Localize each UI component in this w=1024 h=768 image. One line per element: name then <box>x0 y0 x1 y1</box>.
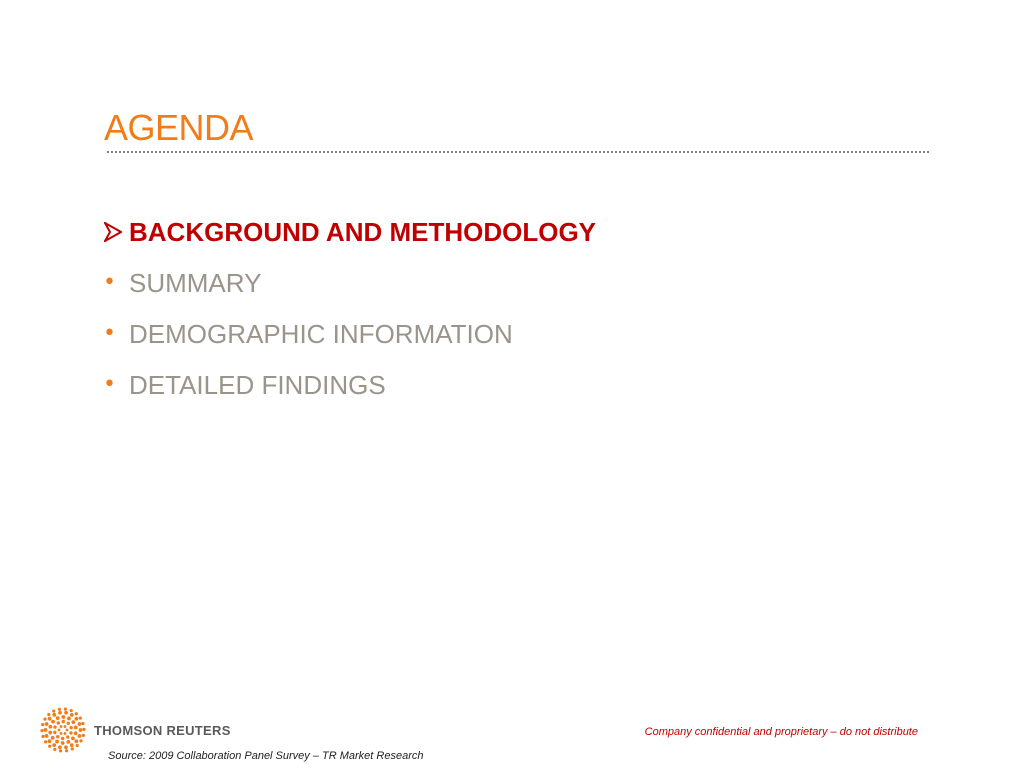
logo-dot <box>44 728 48 732</box>
logo-dot <box>56 716 60 720</box>
logo-dot <box>70 743 74 747</box>
agenda-item-detailed-findings <box>102 359 802 410</box>
logo-dot <box>61 741 65 745</box>
logo-dot <box>52 713 56 717</box>
logo-dot <box>43 718 46 721</box>
logo-dot <box>55 740 59 744</box>
agenda-item-demographic-information <box>102 308 802 359</box>
logo-dot <box>64 708 67 711</box>
logo-dots-icon <box>40 707 86 753</box>
logo-dot <box>51 720 55 724</box>
agenda-item-summary <box>102 257 802 308</box>
title-divider <box>107 151 929 153</box>
slide-title: AGENDA <box>104 107 254 148</box>
logo-dot <box>53 748 56 751</box>
logo-dot <box>60 732 63 735</box>
logo-dot <box>64 732 67 735</box>
logo-dot <box>61 715 65 719</box>
arrow-right-icon <box>102 222 129 242</box>
logo-dot <box>48 739 52 743</box>
logo-dot <box>56 735 59 738</box>
logo-dot <box>66 740 70 744</box>
logo-dot <box>41 723 44 726</box>
logo-dot <box>58 745 62 749</box>
logo-dot <box>82 728 85 731</box>
logo-dot <box>69 731 72 734</box>
agenda-item-label: DEMOGRAPHIC INFORMATION <box>129 318 513 349</box>
logo-dot <box>78 734 82 738</box>
logo-dot <box>53 725 56 728</box>
logo-dot <box>67 717 71 721</box>
logo-dot <box>79 728 83 732</box>
source-note: Source: 2009 Collaboration Panel Survey – TR Market Research <box>108 750 424 762</box>
logo-dot <box>78 722 82 726</box>
logo-dot <box>65 749 68 752</box>
logo-dot <box>57 721 60 724</box>
logo-dot <box>69 726 72 729</box>
logo-dot <box>64 711 68 715</box>
logo-dot <box>59 749 62 752</box>
logo-dot <box>58 711 62 715</box>
logo-dot <box>74 739 78 743</box>
logo-dot <box>75 717 79 721</box>
logo-dot <box>60 725 63 728</box>
logo-dot <box>64 725 67 728</box>
logo-dot <box>41 735 44 738</box>
logo-dot <box>44 740 47 743</box>
logo-dot <box>62 720 65 723</box>
logo-dot <box>81 722 84 725</box>
logo-dot <box>66 729 69 732</box>
logo-dot <box>47 713 50 716</box>
logo-dot <box>58 708 61 711</box>
logo-dot <box>82 734 85 737</box>
logo-dot <box>76 744 79 747</box>
confidential-notice: Company confidential and proprietary – do not distribute <box>644 726 918 738</box>
bullet-icon: • <box>103 320 116 346</box>
agenda-item-label: BACKGROUND AND METHODOLOGY <box>129 216 597 247</box>
logo-dot <box>70 713 74 717</box>
logo-dot <box>48 731 52 735</box>
logo-dot <box>52 710 55 713</box>
logo-dot <box>66 735 69 738</box>
logo-dot <box>67 722 70 725</box>
logo-dot <box>40 729 43 732</box>
logo-dot <box>71 747 74 750</box>
logo-dot <box>79 739 82 742</box>
logo-dot <box>52 743 56 747</box>
logo-dot <box>74 731 78 735</box>
arrow-right-icon-shape <box>104 222 122 242</box>
logo-dot <box>49 725 53 729</box>
logo-dot <box>61 737 64 740</box>
logo-text: THOMSON REUTERS <box>94 722 231 738</box>
logo-dot <box>70 709 73 712</box>
logo-dot <box>71 720 75 724</box>
thomson-reuters-logo <box>40 707 240 753</box>
agenda-item-background-methodology <box>102 206 802 257</box>
agenda-item-label: DETAILED FINDINGS <box>129 369 386 400</box>
logo-dot <box>74 726 78 730</box>
logo-dot <box>48 745 51 748</box>
logo-dot <box>58 729 61 732</box>
logo-dot <box>48 717 52 721</box>
logo-dot <box>71 736 75 740</box>
logo-dot <box>53 731 56 734</box>
logo-dot <box>45 722 49 726</box>
logo-dot <box>75 712 78 715</box>
bullet-icon: • <box>103 269 116 295</box>
logo-dot <box>64 745 68 749</box>
bullet-icon: • <box>103 371 116 397</box>
agenda-list <box>102 206 802 410</box>
agenda-item-label: SUMMARY <box>129 267 262 298</box>
logo-dot <box>79 717 82 720</box>
logo-dot <box>51 736 55 740</box>
logo-dot <box>45 734 49 738</box>
